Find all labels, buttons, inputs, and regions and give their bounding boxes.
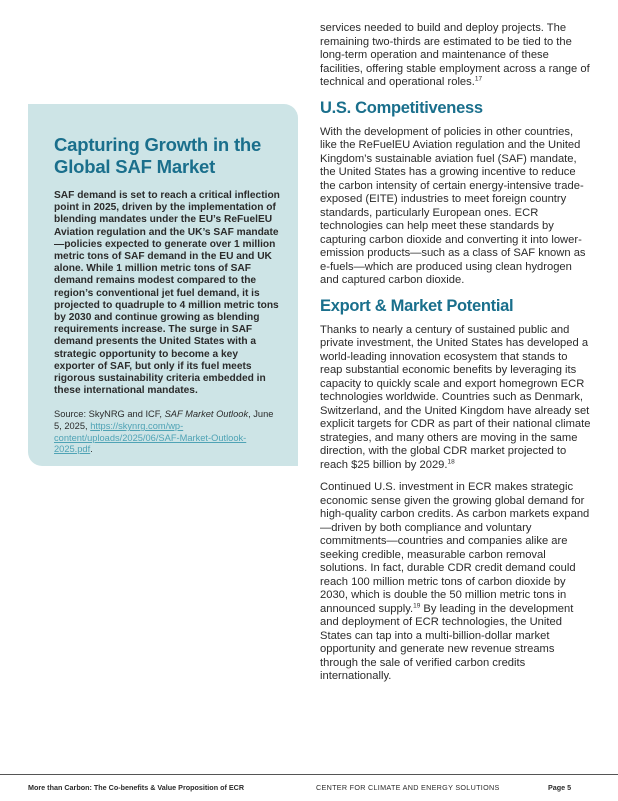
export-paragraph [320,324,592,473]
source-end: . [90,444,93,455]
competitiveness-paragraph: With the development of policies in other countries, like the ReFuelEU Aviation regulation and the United Kingdom’s sustainable aviation fuel (SAF) mandate, the United States has a growing incentive to reduce the carbon intensity of certain energy-intensive trade-exposed (EITE) industries to meet foreign country standards, particularly European ones. ECR technologies can help meet these standards by capturing carbon dioxide and converting it into lower-emission products—such as a class of SAF known as e-fuels—which are produced using clean hydrogen and captured carbon dioxide. [320,125,586,286]
sidebar-source [54,409,280,455]
footer-organization: CENTER FOR CLIMATE AND ENERGY SOLUTIONS [316,783,500,792]
source-title: SAF Market Outlook [164,409,249,420]
footer-report-title: More than Carbon: The Co-benefits & Value Proposition of ECR [28,783,245,792]
footnote-ref-19[interactable]: 19 [413,601,421,609]
investment-text-2: By leading in the development and deployment of ECR technologies, the United States can tap into a multi-billion-dollar market opportunity and generate new revenue streams through the sale of verified carbon credits internationally. [320,602,574,682]
footnote-ref-17[interactable]: 17 [474,75,483,83]
intro-text: services needed to build and deploy projects. The remaining two-thirds are estimated to be tied to the long-term operation and maintenance of these facilities, offering stable employment across a range of technical and operational roles. [320,22,590,88]
footnote-ref-18[interactable]: 18 [447,457,455,465]
source-link[interactable]: https://skynrg.com/wp-content/uploads/2025/06/SAF-Market-Outlook-2025.pdf [54,421,247,455]
page-footer [0,774,618,801]
export-text: Thanks to nearly a century of sustained public and private investment, the United States has developed a world-leading innovation ecosystem that stands to reap substantial economic benefits by leveraging its capacity to quickly scale and export homegrown ECR technologies worldwide. Countries such as Denmark, Switzerland, and the United Kingdom have already set explicit targets for CDR as part of their national climate strategies, and many others are moving in the same direction, with the global CDR market projected to reach $25 billion by 2029. [320,323,591,471]
export-heading: Export & Market Potential [320,296,514,315]
main-column [320,22,592,693]
page-number: Page 5 [548,783,572,792]
intro-paragraph [320,22,592,90]
sidebar-title: Capturing Growth in the Global SAF Market [54,134,262,177]
investment-paragraph [320,481,592,684]
sidebar-box [28,104,298,466]
investment-text: Continued U.S. investment in ECR makes strategic economic sense given the growing global demand for high-quality carbon credits. As carbon markets expand—driven by both compliance and voluntary commitments—countries and companies alike are seeking credible, measurable carbon removal solutions. In fact, durable CDR credit demand could reach 100 million metric tons of carbon dioxide by 2030, which is double the 50 million metric tons in announced supply. [320,481,590,615]
source-prefix: Source: SkyNRG and ICF, [54,409,165,420]
sidebar-body: SAF demand is set to reach a critical inflection point in 2025, driven by the implementation of blending mandates under the EU’s ReFuelEU Aviation regulation and the UK’s SAF mandate—policies expected to generate over 1 million metric tons of SAF demand in the EU and UK alone. While 1 million metric tons of SAF demand remains modest compared to the region’s conventional jet fuel demand, it is projected to quadruple to 4 million metric tons by 2030 and continue growing as blending requirements increase. The surge in SAF demand presents the United States with a strategic opportunity to become a key exporter of SAF, but only if its fuel meets rigorous sustainability criteria embedded in these international mandates. [54,190,280,397]
source-date: , June 5, 2025, [54,409,274,432]
competitiveness-heading: U.S. Competitiveness [320,98,483,117]
